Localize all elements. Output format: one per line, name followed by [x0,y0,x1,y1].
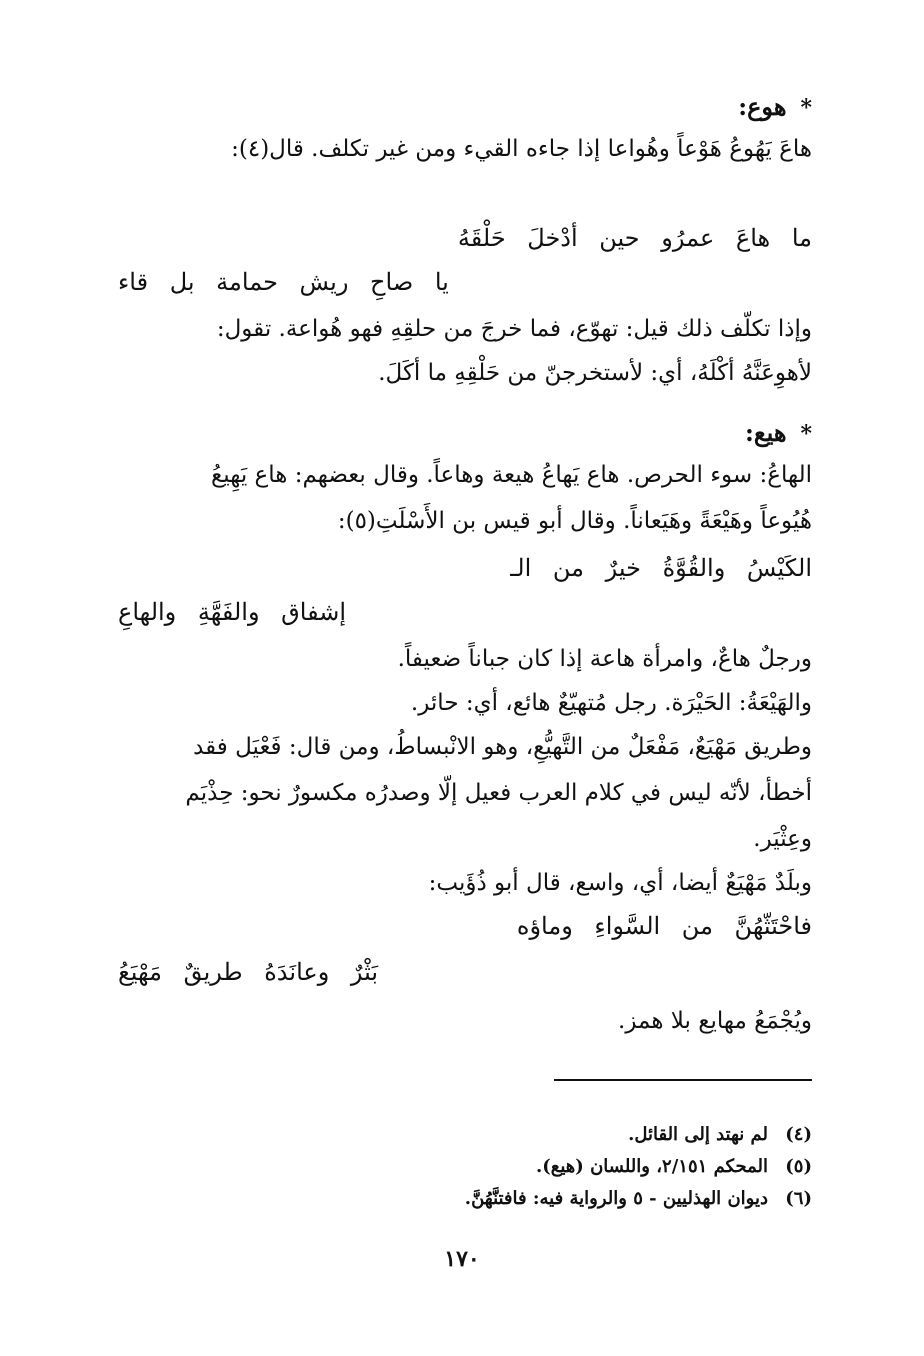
text-line: الهاعُ: سوء الحرص. هاع يَهاعُ هيعة وهاعاً. وقال بعضهم: هاع يَهِيعُ [211,462,812,488]
text-line: وبلَدٌ مَهْيَعٌ أيضا، أي، واسع، قال أبو ذُؤَيب: [428,870,812,896]
text-line: هاعَ يَهُوعُ هَوْعاً وهُواعا إذا جاءه القيء ومن غير تكلف. قال(٤): [231,136,812,162]
verse-line: بَثْرٌ وعانَدَهُ طريقٌ مَهْيَعُ [118,958,379,986]
footnote-text: المحكم ٢/١٥١، واللسان (هيع). [536,1156,768,1177]
footnote-number: (٥) [785,1156,812,1177]
text-line: لأهوِعَنَّهُ أكْلَهُ، أي: لأستخرجنّ من حَلْقِهِ ما أكَلَ. [378,360,812,386]
text-line: ورجلٌ هاعٌ، وامرأة هاعة إذا كان جباناً ضعيفاً. [397,646,812,672]
footnote-text: لم نهتد إلى القائل. [628,1124,768,1145]
footnote [465,1186,812,1212]
verse-line: يا صاحِ ريش حمامة بل قاء [118,268,449,296]
entry-marker: * [800,95,812,121]
verse-line: فاحْتَثّهُنَّ من السَّواءِ وماؤه [516,912,812,940]
text-line: وطريق مَهْيَعٌ، مَفْعَلٌ من التَّهيُّعِ، وهو الانْبساطُ، ومن قال: فَعْيَل فقد [193,734,812,760]
footnote-number: (٦) [785,1188,812,1209]
footnote [536,1154,812,1180]
text-line: وإذا تكلّف ذلك قيل: تهوّع، فما خرجَ من حلقِهِ فهو هُواعة. تقول: [216,316,812,342]
text-line: ويُجْمَعُ مهايع بلا همز. [618,1008,812,1034]
text-line: وعِثْيَر. [753,826,812,852]
verse-line: ما هاعَ عمرُو حين أدْخلَ حَلْقَهُ [457,224,812,252]
footnote [628,1122,812,1148]
entry-heading-hwa [738,90,812,125]
text-line: أخطأ، لأنّه ليس في كلام العرب فعيل إلّا وصدرُه مكسورٌ نحو: حِذْيَم [185,780,812,806]
entry-heading-hya [745,416,812,451]
footnote-text: ديوان الهذليين - ٥ والرواية فيه: فافتنَّهُنَّ. [464,1188,768,1209]
verse-line: الكَيْسُ والقُوَّةُ خيرٌ من الـ [510,554,812,582]
text-line: والهَيْعَةُ: الحَيْرَة. رجل مُتهيّعٌ هائع، أي: حائر. [410,690,812,716]
page-number: ١٧٠ [444,1246,480,1272]
verse-line: إشفاق والفَهَّةِ والهاعِ [118,598,347,626]
entry-marker: * [800,421,812,447]
entry-heading-text: هيع: [744,418,787,447]
footnote-number: (٤) [785,1124,812,1145]
footnote-divider [554,1079,812,1081]
entry-heading-text: هوع: [738,92,787,121]
text-line: هُيُوعاً وهَيْعَةً وهَيَعاناً. وقال أبو قيس بن الأَسْلَتِ(٥): [337,508,812,534]
